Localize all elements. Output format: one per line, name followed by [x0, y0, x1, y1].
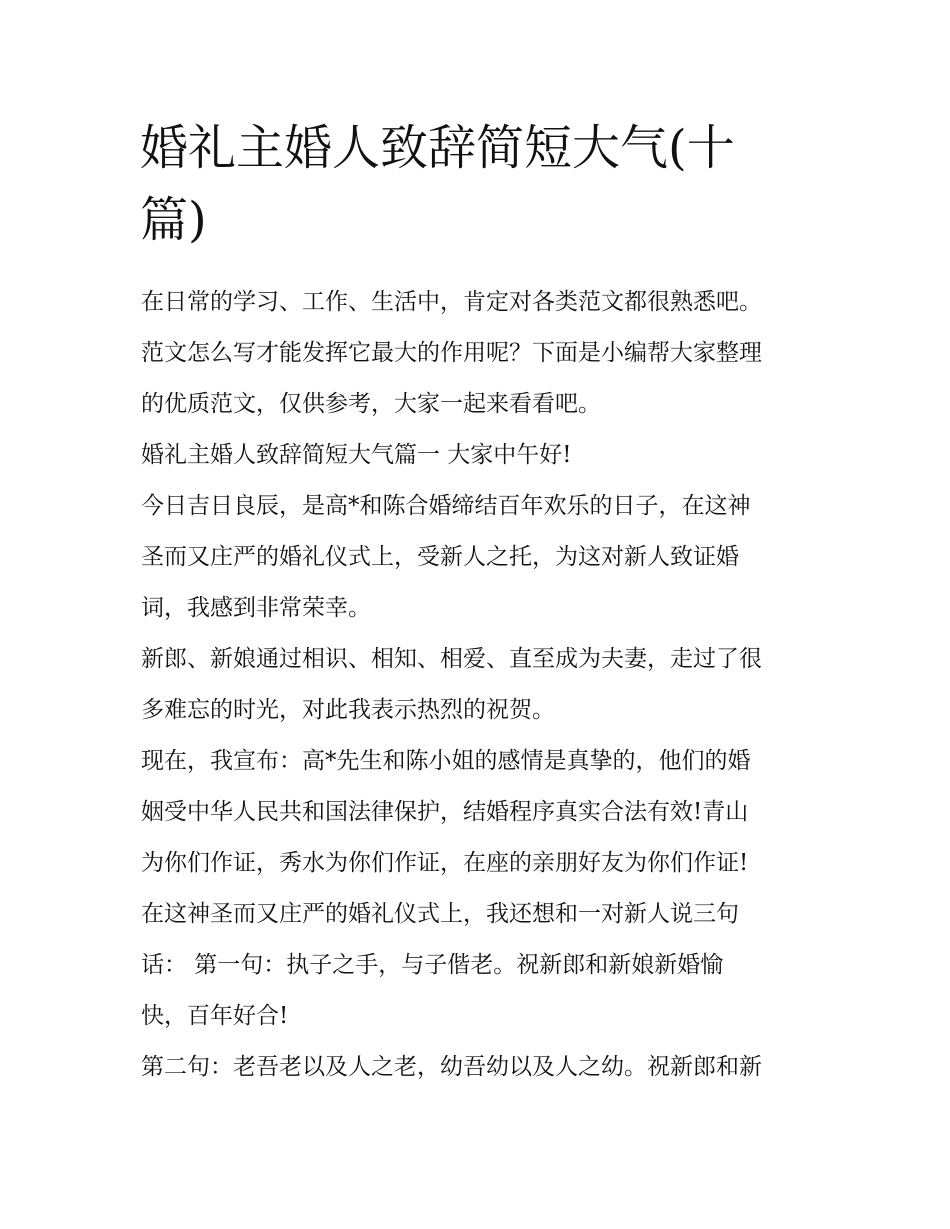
body-line: 今日吉日良辰，是高*和陈合婚缔结百年欢乐的日子，在这神 [141, 493, 751, 519]
body-line: 在这神圣而又庄严的婚礼仪式上，我还想和一对新人说三句 [141, 901, 739, 927]
body-line: 第二句：老吾老以及人之老，幼吾幼以及人之幼。祝新郎和新 [141, 1054, 762, 1080]
body-line: 现在，我宣布：高*先生和陈小姐的感情是真挚的，他们的婚 [141, 748, 751, 774]
body-line: 新郎、新娘通过相识、相知、相爱、直至成为夫妻，走过了很 [141, 646, 762, 672]
body-line: 词，我感到非常荣幸。 [141, 595, 371, 621]
body-line: 姻受中华人民共和国法律保护，结婚程序真实合法有效!青山 [141, 799, 749, 825]
body-line: 的优质范文，仅供参考，大家一起来看看吧。 [141, 391, 601, 417]
body-line: 多难忘的时光，对此我表示热烈的祝贺。 [141, 697, 555, 723]
document-title [140, 112, 820, 256]
title-line: 篇) [140, 192, 207, 248]
body-line: 圣而又庄严的婚礼仪式上，受新人之托，为这对新人致证婚 [141, 544, 739, 570]
section-heading-line: 婚礼主婚人致辞简短大气篇一 大家中午好! [141, 442, 572, 468]
body-line: 范文怎么写才能发挥它最大的作用呢？下面是小编帮大家整理 [141, 340, 762, 366]
body-line: 快，百年好合! [141, 1003, 289, 1029]
body-line: 为你们作证，秀水为你们作证，在座的亲朋好友为你们作证! [141, 850, 749, 876]
document-body [141, 277, 821, 1093]
title-line: 婚礼主婚人致辞简短大气(十 [140, 120, 735, 176]
body-line: 话： 第一句：执子之手，与子偕老。祝新郎和新娘新婚愉 [141, 952, 724, 978]
body-line: 在日常的学习、工作、生活中，肯定对各类范文都很熟悉吧。 [141, 289, 762, 315]
